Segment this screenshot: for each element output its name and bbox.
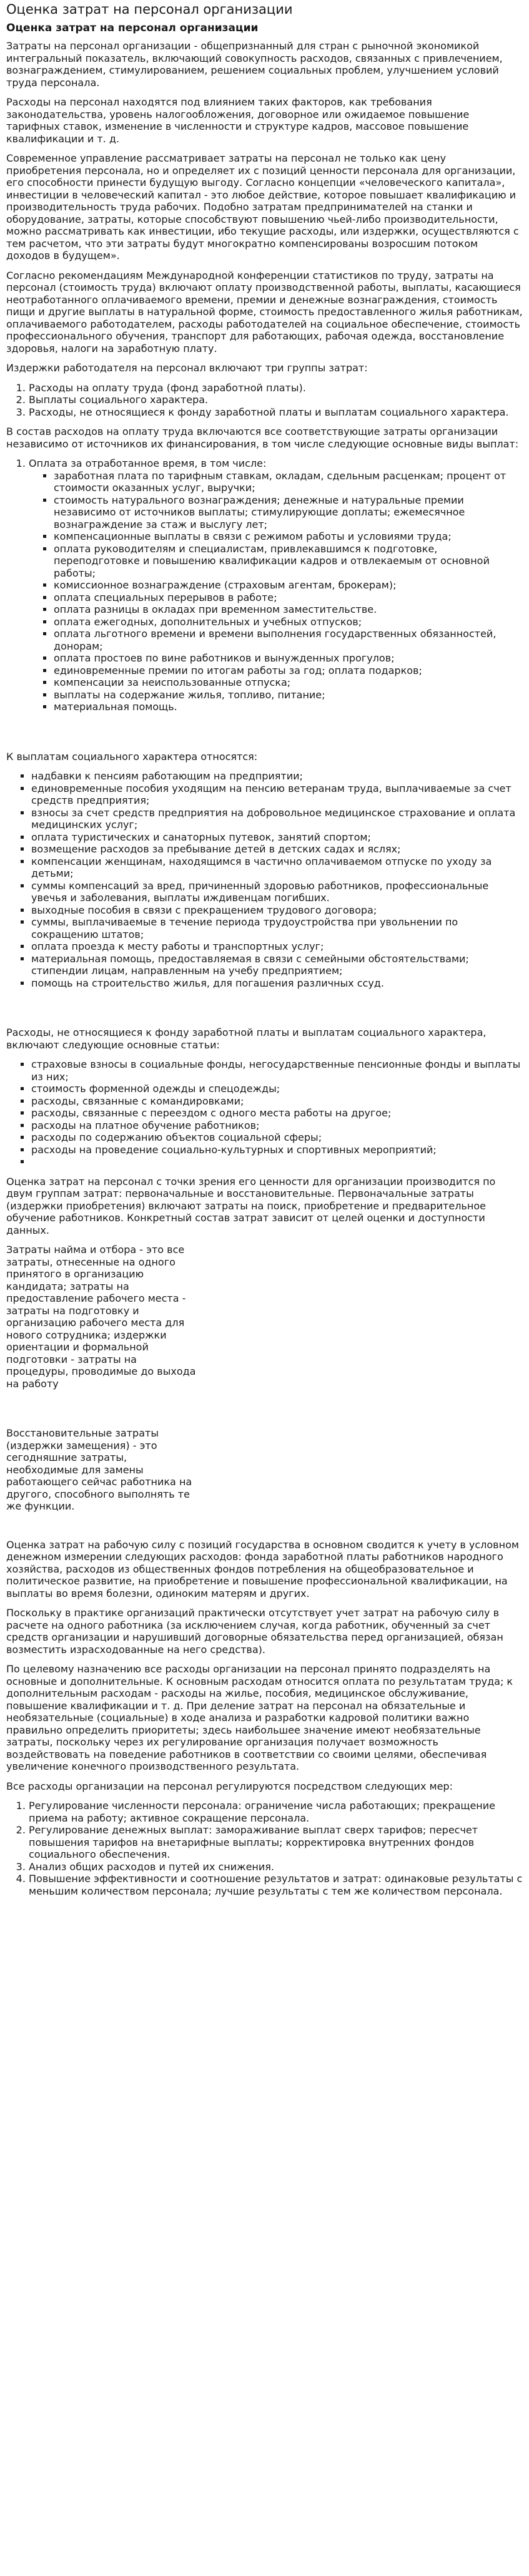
value-paragraph: Оценка затрат на персонал с точки зрения его ценности для организации производится по двум группам затрат: первоначальные и восстановительные. Первоначальные затраты (издержки приобретения) включают затраты на поиск, приобретение и предварительное обучение работников. Конкретный состав затрат зависит от целей оценки и доступности данных.	[6, 1175, 496, 1236]
list-item	[29, 457, 523, 713]
intro-paragraph-2: Расходы на персонал находятся под влиянием таких факторов, как требования законодательства, уровень налогообложения, договорное или ожидаемое повышение тарифных ставок, изменение в численности и структуре кадров, массовое повышение квалификации и т. д.	[6, 96, 470, 145]
list-item: ▪ возмещение расходов за пребывание детей в детских садах и яслях;	[31, 843, 523, 856]
hiring-paragraph: Затраты найма и отбора - это все затраты, отнесенные на одного принятого в организацию кандидата; затраты на предоставление рабочего места - затраты на подготовку и организацию рабочего места для нового сотрудника; издержки ориентации и формальной подготовки - затраты на процедуры, проводимые до выхода на работу	[6, 1244, 196, 1390]
list-item: ▪ расходы, связанные с переездом с одного места работы на другое;	[31, 1107, 523, 1120]
list-item: ▪ единовременные пособия уходящим на пенсию ветеранам труда, выплачиваемые за счет средств предприятия;	[31, 783, 523, 807]
list-item: ▪ компенсации женщинам, находящимся в частично оплачиваемом отпуске по уходу за детьми;	[31, 856, 523, 880]
intro-paragraph-3: Современное управление рассматривает затраты на персонал не только как цену приобретения персонала, но и определяет их с позиций ценности персонала для организации, его способности принести будущую выгоду. Согласно концепции «человеческого капитала», инвестиции в человеческий капитал - это любое действие, которое повышает квалификацию и производительность труда рабочих. Подобно затратам предпринимателей на станки и оборудование, затраты, которые способствуют повышению чьей-либо производительности, можно рассматривать как инвестиции, ибо текущие расходы, или издержки, осуществляются с тем расчетом, что эти затраты будут многократно компенсированы возросшим потоком доходов в будущем».	[6, 152, 519, 261]
list-item: ▪ суммы компенсаций за вред, причиненный здоровью работников, профессиональные увечья и заболевания, выплаты иждивенцам погибших.	[31, 880, 523, 904]
list-item: ▪ помощь на строительство жилья, для погашения различных ссуд.	[31, 977, 523, 990]
list-item: ▪ надбавки к пенсиям работающим на предприятии;	[31, 770, 523, 783]
replacement-paragraph: Восстановительные затраты (издержки замещения) - это сегодняшние затраты, необходимые для замены работающего сейчас работника на другого, способного выполнять те же функции.	[6, 1427, 192, 1512]
other-list	[6, 1058, 523, 1168]
list-item: ▪ заработная плата по тарифным ставкам, окладам, сдельным расценкам; процент от стоимости оказанных услуг, выручки;	[54, 470, 523, 494]
regulation-intro: Все расходы организации на персонал регулируются посредством следующих мер:	[6, 1780, 453, 1792]
spacer	[6, 997, 523, 1027]
list-item: ▪ стоимость натурального вознаграждения; денежные и натуральные премии независимо от источников выплаты; стимулирующие доплаты; ежемесячное вознаграждение за стаж и выслугу лет;	[54, 494, 523, 531]
list-item: ▪ расходы по содержанию объектов социальной сферы;	[31, 1131, 523, 1144]
list-item: ▪ оплата простоев по вине работников и вынужденных прогулов;	[54, 652, 523, 665]
intro-paragraph-1: Затраты на персонал организации - общепризнанный для стран с рыночной экономикой интегральный показатель, включающий совокупность расходов, связанных с привлечением, вознаграждением, стимулированием, решением социальных проблем, улучшением условий труда персонала.	[6, 40, 503, 89]
groups-list	[6, 382, 523, 419]
state-paragraph: Оценка затрат на рабочую силу с позиций государства в основном сводится к учету в условном денежном измерении следующих расходов: фонда заработной платы работников народного хозяйства, расходов из общественных фондов потребления на общеобразовательное и политическое развитие, на приобретение и повышение профессиональной квалификации, на выплаты во время болезни, одиноким матерям и других.	[6, 1538, 519, 1599]
other-intro: Расходы, не относящиеся к фонду заработной платы и выплатам социального характера, включают следующие основные статьи:	[6, 1027, 487, 1051]
list-item: ▪ комиссионное вознаграждение (страховым агентам, брокерам);	[54, 579, 523, 592]
page-title: Оценка затрат на персонал организации	[6, 2, 293, 17]
list-item: ▪ выходные пособия в связи с прекращением трудового договора;	[31, 904, 523, 917]
labor-list	[6, 457, 523, 713]
list-item: ▪ суммы, выплачиваемые в течение периода трудоустройства при увольнении по сокращению штатов;	[31, 916, 523, 940]
list-item: 3. Анализ общих расходов и путей их снижения.	[29, 1861, 523, 1873]
list-item: ▪ оплата разницы в окладах при временном заместительстве.	[54, 603, 523, 616]
list-item: ▪ оплата туристических и санаторных путевок, занятий спортом;	[31, 831, 523, 844]
list-item: 4. Повышение эффективности и соотношение результатов и затрат: одинаковые результаты с меньшим количеством персонала; лучшие результаты с тем же количеством персонала.	[29, 1873, 523, 1897]
intro-paragraph-4: Согласно рекомендациям Международной конференции статистиков по труду, затраты на персонал (стоимость труда) включают оплату производственной работы, выплаты, касающиеся неотработанного оплачиваемого времени, премии и денежные вознаграждения, стоимость пищи и другие выплаты в натуральной форме, стоимость предоставленного жилья работникам, оплачиваемого работодателем, расходы работодателей на социальное обеспечение, стоимость профессионального обучения, транспорт для работающих, рабочая одежда, восстановление здоровья, налоги на заработную плату.	[6, 269, 523, 354]
article	[0, 1, 529, 1910]
list-item: ▪ страховые взносы в социальные фонды, негосударственные пенсионные фонды и выплаты из них;	[31, 1058, 523, 1083]
regulation-list	[6, 1800, 523, 1897]
list-item: 1. Регулирование численности персонала: ограничение числа работающих; прекращение приема на работу; активное сокращение персонала.	[29, 1800, 523, 1824]
spacer	[6, 721, 523, 751]
list-item: ▪ оплата льготного времени и времени выполнения государственных обязанностей, донорам;	[54, 628, 523, 652]
list-item: ▪ материальная помощь.	[54, 701, 523, 713]
list-item: ▪ выплаты на содержание жилья, топливо, питание;	[54, 689, 523, 701]
list-item: ▪ взносы за счет средств предприятия на добровольное медицинское страхование и оплата медицинских услуг;	[31, 807, 523, 831]
spacer	[6, 1397, 523, 1427]
list-item: 2. Выплаты социального характера.	[29, 394, 523, 406]
list-item: ▪ компенсационные выплаты в связи с режимом работы и условиями труда;	[54, 530, 523, 543]
list-item: ▪ оплата проезда к месту работы и транспортных услуг;	[31, 940, 523, 953]
labor-sublist	[29, 470, 523, 713]
labor-intro: В состав расходов на оплату труда включаются все соответствующие затраты организации независимо от источников их финансирования, в том числе следующие основные виды выплат:	[6, 426, 519, 450]
list-item: 3. Расходы, не относящиеся к фонду заработной платы и выплатам социального характера.	[29, 406, 523, 419]
social-intro: К выплатам социального характера относятся:	[6, 750, 258, 763]
list-item: ▪ расходы, связанные с командировками;	[31, 1095, 523, 1108]
social-list	[6, 770, 523, 989]
list-item: ▪ компенсации за неиспользованные отпуска;	[54, 676, 523, 689]
labor-item-label: Оплата за отработанное время, в том числе:	[29, 457, 267, 469]
purpose-paragraph: По целевому назначению все расходы организации на персонал принято подразделять на основные и дополнительные. К основным расходам относится оплата по результатам труда; к дополнительным расходам - расходы на жилье, пособия, медицинское обслуживание, повышение квалификации и т. д. При деление затрат на персонал на обязательные и необязательные (социальные) в ходе анализа и разработки кадровой политики важно правильно определить приоритеты; здесь наибольшее значение имеют необязательные затраты, поскольку через их регулирование организация получает возможность воздействовать на поведение работников в соответствии со своими целями, обеспечивая увеличение конечного производственного результата.	[6, 1663, 513, 1772]
list-item: 1. Расходы на оплату труда (фонд заработной платы).	[29, 382, 523, 394]
list-item: ▪ оплата ежегодных, дополнительных и учебных отпусков;	[54, 616, 523, 628]
practice-paragraph: Поскольку в практике организаций практически отсутствует учет затрат на рабочую силу в расчете на одного работника (за исключением случая, когда работник, обученный за счет средств организации и нарушивший договорные обязательства перед организацией, обязан возместить израсходованные на него средства).	[6, 1607, 503, 1656]
list-item: 2. Регулирование денежных выплат: замораживание выплат сверх тарифов; пересчет повышения тарифов на внетарифные выплаты; корректировка внутренних фондов социального обеспечения.	[29, 1824, 523, 1861]
list-item: ▪ стоимость форменной одежды и спецодежды;	[31, 1083, 523, 1095]
list-item: ▪ оплата руководителям и специалистам, привлекавшимся к подготовке, переподготовке и повышению квалификации кадров и отвлекаемым от основной работы;	[54, 543, 523, 580]
list-item: ▪ единовременные премии по итогам работы за год; оплата подарков;	[54, 665, 523, 677]
list-item: ▪ расходы на проведение социально-культурных и спортивных мероприятий;	[31, 1144, 523, 1156]
list-item	[31, 1156, 523, 1168]
article-subtitle: Оценка затрат на персонал организации	[6, 22, 259, 34]
list-item: ▪ оплата специальных перерывов в работе;	[54, 592, 523, 604]
spacer	[6, 1520, 523, 1539]
list-item: ▪ материальная помощь, предоставляемая в связи с семейными обстоятельствами; стипендии лицам, направленным на учебу предприятием;	[31, 953, 523, 977]
groups-intro: Издержки работодателя на персонал включают три группы затрат:	[6, 362, 368, 374]
list-item: ▪ расходы на платное обучение работников;	[31, 1120, 523, 1132]
